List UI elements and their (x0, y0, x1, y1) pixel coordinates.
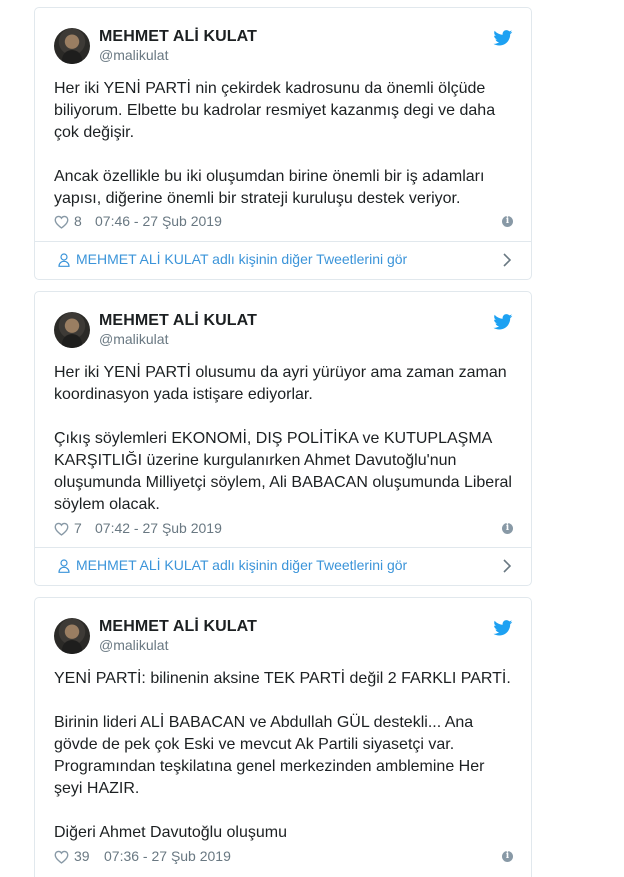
info-icon[interactable]: i (502, 216, 513, 227)
timestamp[interactable]: 07:36 - 27 Şub 2019 (104, 848, 231, 864)
tweet-meta (54, 213, 513, 231)
heart-icon[interactable] (54, 522, 69, 536)
more-tweets-label[interactable]: MEHMET ALİ KULAT adlı kişinin diğer Tweetlerini gör (76, 557, 408, 573)
author-name[interactable]: MEHMET ALİ KULAT (99, 312, 258, 329)
more-tweets-link[interactable] (35, 547, 531, 585)
avatar[interactable] (54, 618, 90, 654)
heart-icon[interactable] (54, 215, 69, 229)
tweet-text (54, 668, 513, 844)
tweet-card (34, 597, 532, 877)
tweet-paragraph: Her iki YENİ PARTİ olusumu da ayri yürüyor ama zaman zaman koordinasyon yada istişare ediyorlar. (54, 364, 507, 403)
tweet-header (54, 310, 513, 350)
author-handle[interactable]: @malikulat (99, 47, 169, 63)
like-count[interactable]: 39 (74, 848, 90, 864)
author-handle[interactable]: @malikulat (99, 331, 169, 347)
avatar[interactable] (54, 28, 90, 64)
avatar[interactable] (54, 312, 90, 348)
more-tweets-link[interactable] (35, 241, 531, 279)
tweet-card (34, 291, 532, 586)
author-handle[interactable]: @malikulat (99, 637, 169, 653)
author-name[interactable]: MEHMET ALİ KULAT (99, 618, 258, 635)
tweet-paragraph: YENİ PARTİ: bilinenin aksine TEK PARTİ değil 2 FARKLI PARTİ. (54, 670, 511, 687)
person-icon (58, 253, 70, 267)
timestamp[interactable]: 07:46 - 27 Şub 2019 (95, 213, 222, 229)
twitter-bird-icon[interactable] (493, 30, 513, 46)
tweet-card (34, 7, 532, 280)
twitter-bird-icon[interactable] (493, 620, 513, 636)
tweet-header (54, 26, 513, 66)
chevron-right-icon[interactable] (503, 253, 511, 267)
tweet-text (54, 78, 513, 210)
tweet-paragraph: Diğeri Ahmet Davutoğlu oluşumu (54, 824, 288, 841)
tweet-paragraph: Ancak özellikle bu iki oluşumdan birine önemli bir iş adamları yapısı, diğerine önemli bir strateji kuruluşu destek veriyor. (54, 168, 485, 207)
heart-icon[interactable] (54, 850, 69, 864)
like-count[interactable]: 7 (74, 520, 82, 536)
more-tweets-label[interactable]: MEHMET ALİ KULAT adlı kişinin diğer Tweetlerini gör (76, 251, 408, 267)
info-icon[interactable]: i (502, 851, 513, 862)
tweet-meta (54, 848, 513, 866)
tweet-meta (54, 520, 513, 538)
timestamp[interactable]: 07:42 - 27 Şub 2019 (95, 520, 222, 536)
person-icon (58, 559, 70, 573)
twitter-bird-icon[interactable] (493, 314, 513, 330)
author-name[interactable]: MEHMET ALİ KULAT (99, 28, 258, 45)
like-count[interactable]: 8 (74, 213, 82, 229)
tweet-header (54, 616, 513, 656)
tweet-text (54, 362, 513, 516)
tweet-paragraph: Her iki YENİ PARTİ nin çekirdek kadrosunu da önemli ölçüde biliyorum. Elbette bu kadrolar resmiyet kazanmış degi ve daha çok değişir. (54, 80, 496, 141)
tweet-paragraph: Birinin lideri ALİ BABACAN ve Abdullah GÜL destekli... Ana gövde de pek çok Eski ve mevcut Ak Partili siyasetçi var. Programından teşkilatına genel merkezinden amblemine Her şeyi HAZIR. (54, 714, 485, 797)
info-icon[interactable]: i (502, 523, 513, 534)
chevron-right-icon[interactable] (503, 559, 511, 573)
tweet-paragraph: Çıkış söylemleri EKONOMİ, DIŞ POLİTİKA ve KUTUPLAŞMA KARŞITLIĞI üzerine kurgulanırken Ahmet Davutoğlu'nun oluşumunda Milliyetçi söylem, Ali BABACAN oluşumunda Liberal söylem olacak. (54, 430, 512, 513)
